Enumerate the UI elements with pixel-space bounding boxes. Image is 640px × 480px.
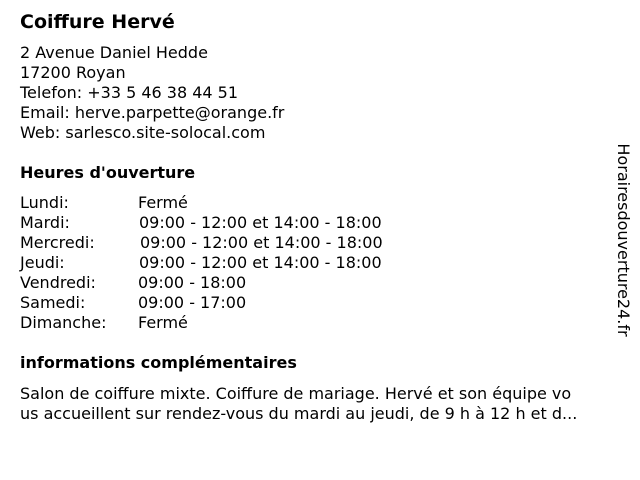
phone-number: Telefon: +33 5 46 38 44 51 [20,83,239,102]
day-hours: 09:00 - 12:00 et 14:00 - 18:00 [139,213,382,232]
day-label: Lundi: [20,193,69,212]
day-label: Vendredi: [20,273,96,292]
additional-info-text [20,384,630,424]
street-address: 2 Avenue Daniel Hedde [20,43,208,62]
info-line: Salon de coiffure mixte. Coiffure de mariage. Hervé et son équipe vo [20,384,572,403]
day-label: Samedi: [20,293,86,312]
day-hours: Fermé [138,193,188,212]
website: Web: sarlesco.site-solocal.com [20,123,266,142]
day-hours: 09:00 - 12:00 et 14:00 - 18:00 [139,253,382,272]
email-address: Email: herve.parpette@orange.fr [20,103,285,122]
info-line: us accueillent sur rendez-vous du mardi au jeudi, de 9 h à 12 h et d... [20,404,578,423]
day-label: Mardi: [20,213,70,232]
day-label: Jeudi: [20,253,65,272]
day-label: Dimanche: [20,313,107,332]
day-hours: Fermé [138,313,188,332]
business-name: Coiffure Hervé [20,11,175,33]
additional-info-heading: informations complémentaires [20,353,297,372]
day-hours: 09:00 - 12:00 et 14:00 - 18:00 [140,233,383,252]
address-block [20,43,284,143]
watermark-text: Horairesdouverture24.fr [614,143,633,337]
city-postcode: 17200 Royan [20,63,126,82]
day-hours: 09:00 - 17:00 [138,293,247,312]
day-label: Mercredi: [20,233,95,252]
day-hours: 09:00 - 18:00 [138,273,247,292]
opening-hours-heading: Heures d'ouverture [20,163,196,182]
